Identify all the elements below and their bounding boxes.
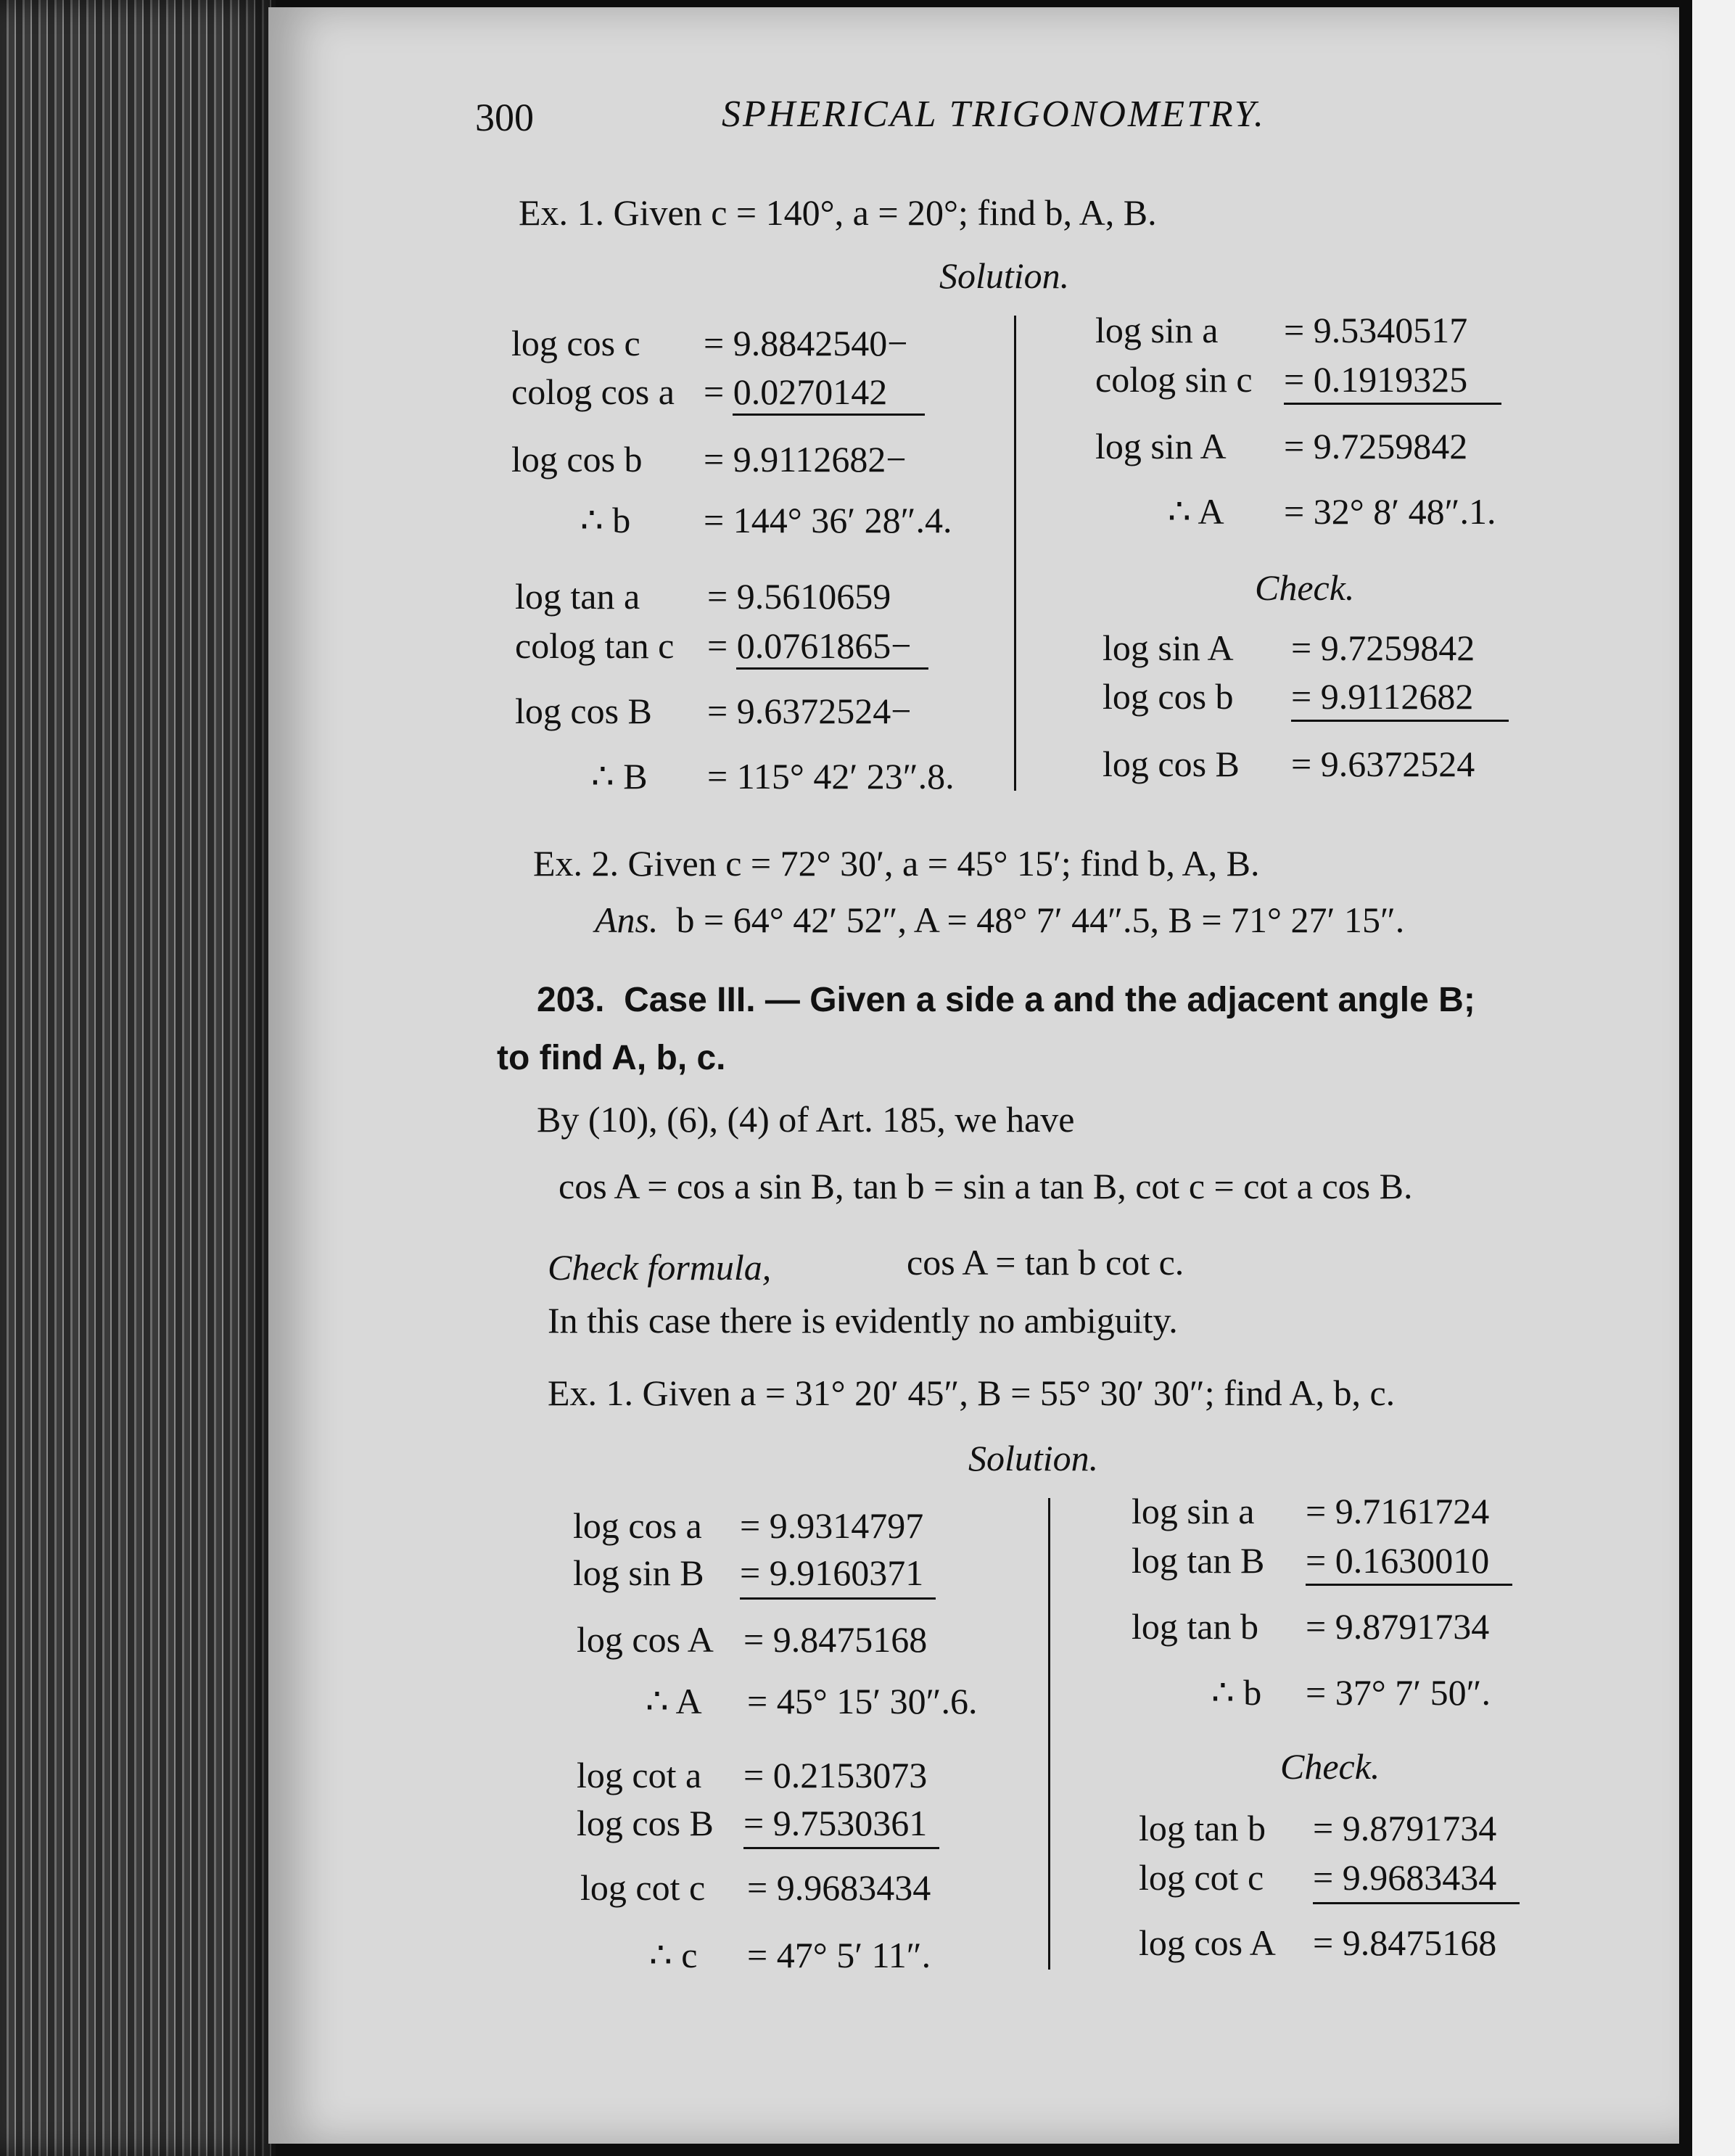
ex3-check-rule [1313,1902,1520,1904]
ex2-given: Ex. 2. Given c = 72° 30′, a = 45° 15′; find b, A, B. [533,843,1260,884]
case3-check-label: Check formula, [548,1247,772,1288]
running-title: SPHERICAL TRIGONOMETRY. [722,94,1266,135]
ex1-left-rule-2 [736,667,928,670]
ex3-right-rule-1 [1306,1584,1512,1586]
case3-check-formula: cos A = tan b cot c. [907,1242,1184,1283]
ex1-check-title: Check. [1255,567,1355,608]
case3-heading-line2: to find A, b, c. [497,1039,726,1077]
ex1-given: Ex. 1. Given c = 140°, a = 20°; find b, A, B. [519,192,1157,233]
ex3-check-title: Check. [1280,1746,1380,1787]
case3-heading: 203. Case III. — Given a side a and the adjacent angle B; [537,981,1475,1019]
case3-intro: By (10), (6), (4) of Art. 185, we have [537,1099,1075,1140]
ex3-left-rule-1 [740,1597,936,1600]
ex1-left-rule-1 [733,413,925,416]
ex1-column-divider [1014,316,1016,791]
case3-note: In this case there is evidently no ambiguity. [548,1300,1178,1341]
ex3-given: Ex. 1. Given a = 31° 20′ 45″, B = 55° 30′ 30″; find A, b, c. [548,1373,1396,1413]
ex3-solution-title: Solution. [968,1438,1099,1478]
ex1-solution-title: Solution. [939,255,1070,296]
page-number: 300 [475,96,534,139]
ex3-column-divider [1048,1498,1050,1970]
case3-formulas: cos A = cos a sin B, tan b = sin a tan B, cot c = cot a cos B. [559,1166,1413,1206]
book-page: 300 SPHERICAL TRIGONOMETRY. Ex. 1. Given c = 140°, a = 20°; find b, A, B. Solution. log cos c = 9.8842540− colog cos a = 0.0270142 log cos b = 9.9112682− ∴ b = 144° 36′ 28″.4. log tan a = 9.5610659 colog tan c = 0.0761865− log cos B = 9.6372524− ∴ B = 115° 42′ 23″.8. log sin a = 9.5340517 colog sin c = 0.1919325 log sin A = 9.7259842 ∴ A = 32° 8′ 48″.1. Check. log sin A = 9.7259842 log cos b = 9.9112682 log cos B = 9.6372524 Ex. 2. Given c = 72° 30′, a = 45° 15′; find b, A, B. Ans. b = 64° 42′ 52″, A = 48° 7′ 44″.5, B = 71° 27′ 15″. 203. Case III. — Given a side a and the adjacent angle B; to find A, b, c. By (10), (6), (4) of Art. 185, we have cos A = cos a sin B, tan b = sin a tan B, cot c = cot a cos B. Check formula, cos A = tan b cot c. In this case there is evidently no ambiguity. Ex. 1. Given a = 31° 20′ 45″, B = 55° 30′ 30″; find A, b, c. Solution. log cos a = 9.9314797 log sin B = 9.9160371 log cos A = 9.8475168 ∴ A = 45° 15′ 30″.6. log cot a = 0.2153073 log cos B = 9.7530361 log cot c = 9.9683434 ∴ c = 47° 5′ 11″. log sin a = 9.7161724 log tan B = 0.1630010 log tan b = 9.8791734 ∴ b = 37° 7′ 50″. Check. log tan b = 9.8791734 log cot c = 9.9683434 log cos A = 9.8475168 [268,7,1679,2144]
ex1-right-rule-1 [1284,403,1501,405]
ex3-left-rule-2 [743,1847,939,1849]
ex2-answer: Ans. b = 64° 42′ 52″, A = 48° 7′ 44″.5, B = 71° 27′ 15″. [595,900,1405,940]
book-page-edges [0,0,276,2156]
background-edge [1679,0,1735,2156]
ex1-check-rule [1291,720,1509,722]
